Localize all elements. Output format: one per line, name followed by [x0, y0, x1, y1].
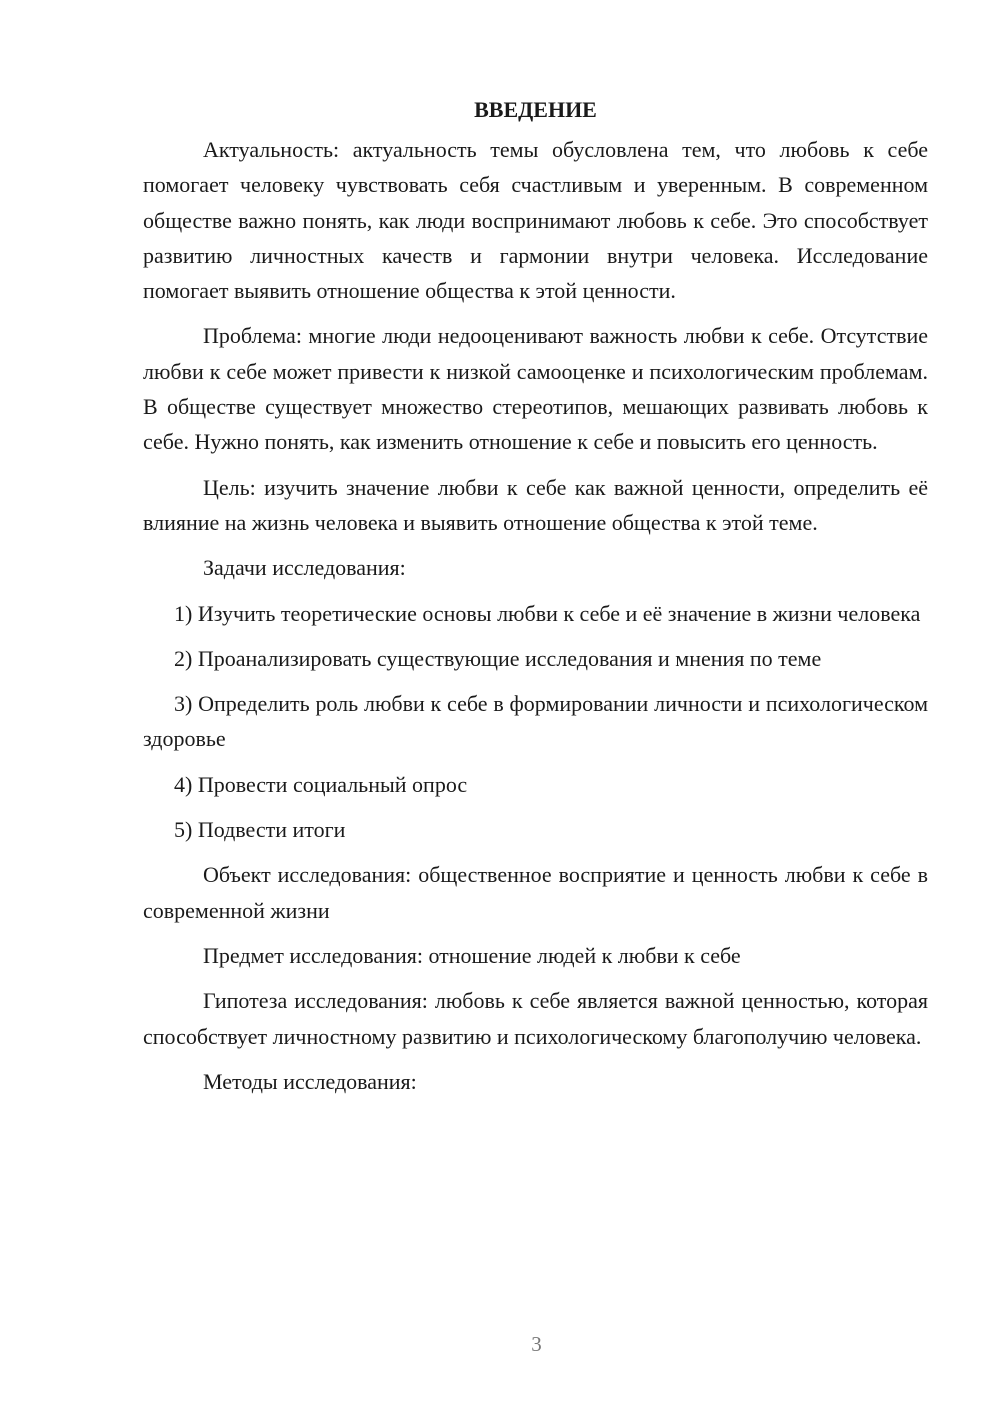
- paragraph-hypothesis: Гипотеза исследования: любовь к себе является важной ценностью, которая способствует личностному развитию и психологическому благополучию человека.: [143, 988, 928, 1049]
- list-item: 5) Подвести итоги: [174, 817, 346, 843]
- paragraph-methods: Методы исследования:: [203, 1068, 417, 1094]
- paragraph-tasks-heading: Задачи исследования:: [203, 555, 406, 581]
- paragraph-subject: Предмет исследования: отношение людей к любви к себе: [203, 942, 741, 968]
- paragraph-problem: Проблема: многие люди недооценивают важность любви к себе. Отсутствие любви к себе может привести к низкой самооценке и психологическим проблемам. В обществе существует множество стереотипов, мешающих развивать любовь к себе. Нужно понять, как изменить отношение к себе и повысить его ценность.: [143, 323, 928, 455]
- paragraph-object: Объект исследования: общественное восприятие и ценность любви к себе в современной жизни: [143, 862, 928, 923]
- list-item: 3) Определить роль любви к себе в формировании личности и психологическом здоровье: [143, 691, 928, 752]
- list-item: 1) Изучить теоретические основы любви к себе и её значение в жизни человека: [174, 600, 921, 626]
- list-item: 2) Проанализировать существующие исследования и мнения по теме: [174, 645, 822, 671]
- document-page: [143, 92, 928, 1109]
- paragraph-goal: Цель: изучить значение любви к себе как важной ценности, определить её влияние на жизнь человека и выявить отношение общества к этой теме.: [143, 474, 928, 535]
- paragraph-relevance: Актуальность: актуальность темы обусловлена тем, что любовь к себе помогает человеку чувствовать себя счастливым и уверенным. В современном обществе важно понять, как люди воспринимают любовь к себе. Это способствует развитию личностных качеств и гармонии внутри человека. Исследование помогает выявить отношение общества к этой ценности.: [143, 137, 928, 304]
- document-title: ВВЕДЕНИЕ: [474, 97, 597, 122]
- list-item: 4) Провести социальный опрос: [174, 771, 468, 797]
- page-number: 3: [531, 1332, 542, 1356]
